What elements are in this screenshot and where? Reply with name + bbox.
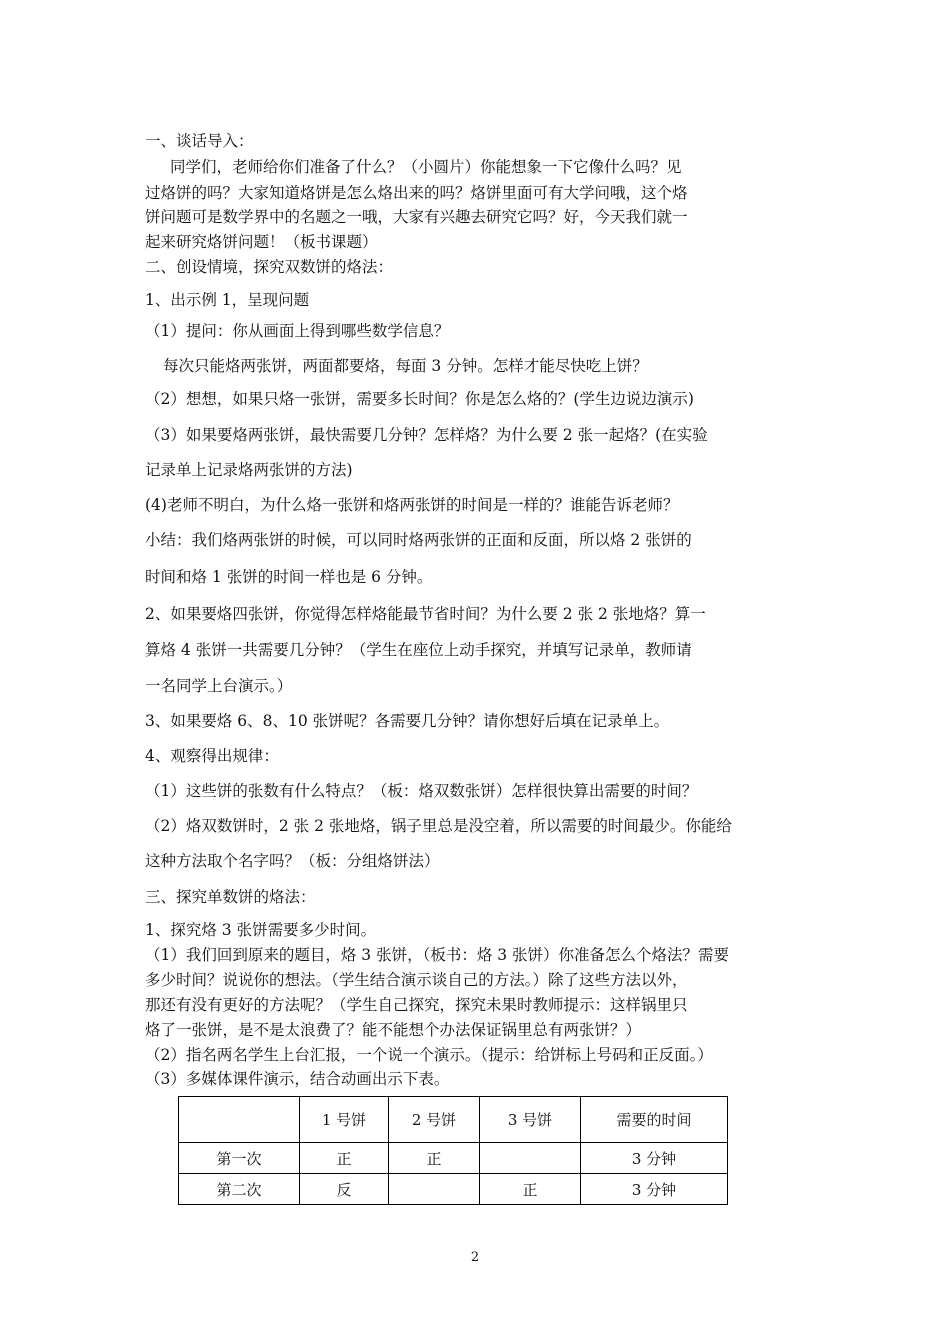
paragraph-line: （2）想想，如果只烙一张饼，需要多长时间？你是怎么烙的？(学生边说边演示) — [145, 390, 694, 408]
paragraph-line: 3、如果要烙 6、8、10 张饼呢？各需要几分钟？请你想好后填在记录单上。 — [145, 712, 670, 730]
paragraph-line: 烙了一张饼，是不是太浪费了？能不能想个办法保证锅里总有两张饼？） — [145, 1021, 642, 1039]
paragraph-line: 每次只能烙两张饼，两面都要烙，每面 3 分钟。怎样才能尽快吃上饼？ — [163, 357, 648, 375]
paragraph-line: （1）我们回到原来的题目，烙 3 张饼，（板书：烙 3 张饼）你准备怎么个烙法？需要 — [145, 946, 730, 964]
paragraph-line: 同学们，老师给你们准备了什么？（小圆片）你能想象一下它像什么吗？见 — [170, 158, 682, 176]
table-cell: 第二次 — [179, 1174, 300, 1205]
table-cell: 正 — [480, 1174, 581, 1205]
paragraph-line: 起来研究烙饼问题！（板书课题） — [145, 233, 378, 251]
section-heading-odd: 三、探究单数饼的烙法： — [145, 888, 316, 906]
paragraph-line: 多少时间？说说你的想法。（学生结合演示谈自己的方法。）除了这些方法以外， — [145, 971, 688, 989]
table-cell: 正 — [300, 1143, 389, 1174]
table-row — [179, 1143, 728, 1174]
page-number: 2 — [470, 1250, 480, 1265]
paragraph-line: 饼问题可是数学界中的名题之一哦，大家有兴趣去研究它吗？好，今天我们就一 — [145, 208, 688, 226]
table-cell: 正 — [389, 1143, 480, 1174]
paragraph-line: 1、探究烙 3 张饼需要多少时间。 — [145, 921, 377, 939]
table-header-row — [179, 1097, 728, 1143]
paragraph-line: 记录单上记录烙两张饼的方法) — [145, 461, 353, 479]
paragraph-line: 4、观察得出规律： — [145, 747, 279, 765]
table-cell — [389, 1174, 480, 1205]
section-heading-intro: 一、谈话导入： — [145, 132, 254, 150]
paragraph-line: (4)老师不明白，为什么烙一张饼和烙两张饼的时间是一样的？谁能告诉老师？ — [145, 496, 679, 514]
paragraph-line: 算烙 4 张饼一共需要几分钟？（学生在座位上动手探究，并填写记录单，教师请 — [145, 641, 692, 659]
table-header-cell: 1 号饼 — [300, 1097, 389, 1143]
paragraph-line: （3）如果要烙两张饼，最快需要几分钟？怎样烙？为什么要 2 张一起烙？(在实验 — [145, 426, 708, 444]
table-cell: 反 — [300, 1174, 389, 1205]
table-header-cell: 2 号饼 — [389, 1097, 480, 1143]
table-header-cell: 需要的时间 — [581, 1097, 728, 1143]
table-cell: 第一次 — [179, 1143, 300, 1174]
table-cell: 3 分钟 — [581, 1174, 728, 1205]
paragraph-line: 那还有没有更好的方法呢？（学生自己探究，探究未果时教师提示：这样锅里只 — [145, 996, 688, 1014]
paragraph-line: （2）指名两名学生上台汇报，一个说一个演示。（提示：给饼标上号码和正反面。） — [145, 1046, 713, 1064]
table-cell: 3 分钟 — [581, 1143, 728, 1174]
table-row — [179, 1174, 728, 1205]
paragraph-line: 1、出示例 1，呈现问题 — [145, 291, 310, 309]
paragraph-line: （3）多媒体课件演示，结合动画出示下表。 — [145, 1070, 450, 1088]
paragraph-line: （2）烙双数饼时，2 张 2 张地烙，锅子里总是没空着，所以需要的时间最少。你能给 — [145, 817, 732, 835]
pancake-table — [178, 1096, 728, 1205]
table-header-cell — [179, 1097, 300, 1143]
table-cell — [480, 1143, 581, 1174]
paragraph-line: 2、如果要烙四张饼，你觉得怎样烙能最节省时间？为什么要 2 张 2 张地烙？算一 — [145, 605, 706, 623]
paragraph-line: 时间和烙 1 张饼的时间一样也是 6 分钟。 — [145, 568, 433, 586]
paragraph-line: （1）这些饼的张数有什么特点？（板：烙双数张饼）怎样很快算出需要的时间？ — [145, 782, 698, 800]
paragraph-line: 这种方法取个名字吗？（板：分组烙饼法） — [145, 852, 440, 870]
table-header-cell: 3 号饼 — [480, 1097, 581, 1143]
paragraph-line: 一名同学上台演示。） — [145, 677, 293, 695]
section-heading-even: 二、创设情境，探究双数饼的烙法： — [145, 258, 394, 276]
paragraph-line: 过烙饼的吗？大家知道烙饼是怎么烙出来的吗？烙饼里面可有大学问哦，这个烙 — [145, 184, 688, 202]
paragraph-line: （1）提问：你从画面上得到哪些数学信息？ — [145, 322, 450, 340]
paragraph-line: 小结：我们烙两张饼的时候，可以同时烙两张饼的正面和反面，所以烙 2 张饼的 — [145, 531, 692, 549]
